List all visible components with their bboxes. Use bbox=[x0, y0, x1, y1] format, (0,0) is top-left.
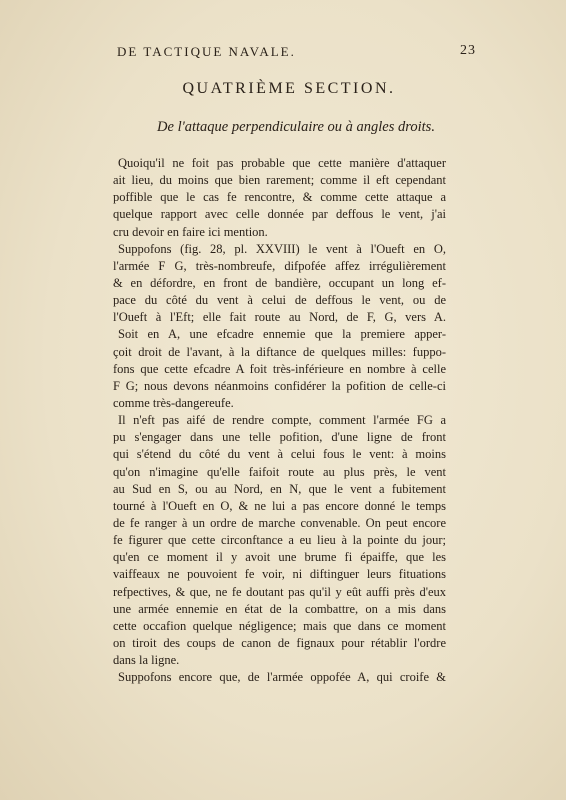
text-line: pace du côté du vent à celui de deffous le vent, ou de bbox=[113, 293, 446, 308]
text-line: refpectives, & que, ne fe doutant pas qu'il y eût auffi près d'eux bbox=[113, 584, 446, 599]
text-line: qu'en ce moment il y avoit une brume fi épaiffe, que les bbox=[113, 550, 446, 565]
text-line: pu s'engager dans une telle pofition, d'une ligne de front bbox=[113, 430, 446, 445]
text-line: & en défordre, en front de bandière, occupant un long ef- bbox=[113, 275, 446, 290]
text-line: Quoiqu'il ne foit pas probable que cette manière d'attaquer bbox=[118, 156, 446, 170]
text-line: qui s'étend du côté du vent à celui fous le vent: à moins bbox=[113, 447, 446, 462]
text-line: Soit en A, une efcadre ennemie que la premiere apper- bbox=[118, 327, 446, 342]
text-line: Suppofons (fig. 28, pl. XXVIII) le vent à l'Oueft en O, bbox=[118, 241, 446, 256]
page-number: 23 bbox=[460, 43, 476, 58]
running-title: DE TACTIQUE NAVALE. bbox=[117, 44, 296, 59]
section-title: QUATRIÈME SECTION. bbox=[182, 80, 396, 97]
text-line: Suppofons encore que, de l'armée oppofée A, qui croife & bbox=[118, 670, 446, 685]
body-text bbox=[113, 155, 446, 686]
text-line: fe figurer que cette circonftance a eu lieu à la pointe du jour; bbox=[113, 533, 446, 548]
text-line: on tiroit des coups de canon de fignaux pour rétablir l'ordre bbox=[113, 635, 446, 650]
text-line: cru devoir en faire ici mention. bbox=[113, 224, 268, 239]
text-line: qu'on n'imagine qu'elle faifoit route au plus près, le vent bbox=[113, 464, 446, 479]
text-line: quelque rapport avec celle donnée par deffous le vent, j'ai bbox=[113, 207, 446, 222]
text-line: poffible que le cas fe rencontre, & comme cette attaque a bbox=[113, 190, 446, 205]
section-subtitle: De l'attaque perpendiculaire ou à angles droits. bbox=[157, 119, 435, 135]
text-line: dans la ligne. bbox=[113, 653, 180, 668]
text-line: cette occafion quelque négligence; mais que dans ce moment bbox=[113, 618, 446, 633]
text-line: fons que cette efcadre A foit très-inférieure en nombre à celle bbox=[113, 361, 446, 376]
running-head bbox=[0, 44, 566, 66]
text-line: comme très-dangereufe. bbox=[113, 395, 234, 410]
text-line: de fe ranger à un ordre de marche convenable. On peut encore bbox=[113, 515, 446, 530]
text-line: vaiffeaux ne pouvoient fe voir, ni diftinguer leurs fituations bbox=[113, 567, 446, 582]
text-line: ait lieu, du moins que bien rarement; comme il eft cependant bbox=[113, 173, 446, 188]
text-line: l'Oueft à l'Eft; elle fait route au Nord, de F, G, vers A. bbox=[113, 310, 446, 325]
text-line: une armée ennemie en état de la combattre, on a mis dans bbox=[113, 601, 446, 616]
text-line: au Sud en S, ou au Nord, en N, que le vent a fubitement bbox=[113, 481, 446, 496]
text-line: Il n'eft pas aifé de rendre compte, comment l'armée FG a bbox=[118, 413, 446, 428]
text-line: tourné à l'Oueft en O, & ne lui a pas encore donné le temps bbox=[113, 498, 446, 513]
text-line: çoit droit de l'avant, à la diftance de quelques milles: fuppo- bbox=[113, 344, 446, 359]
text-line: F G; nous devons néanmoins confidérer la pofition de celle-ci bbox=[113, 378, 446, 393]
text-line: l'armée F G, très-nombreufe, difpofée affez irrégulièrement bbox=[113, 258, 446, 273]
